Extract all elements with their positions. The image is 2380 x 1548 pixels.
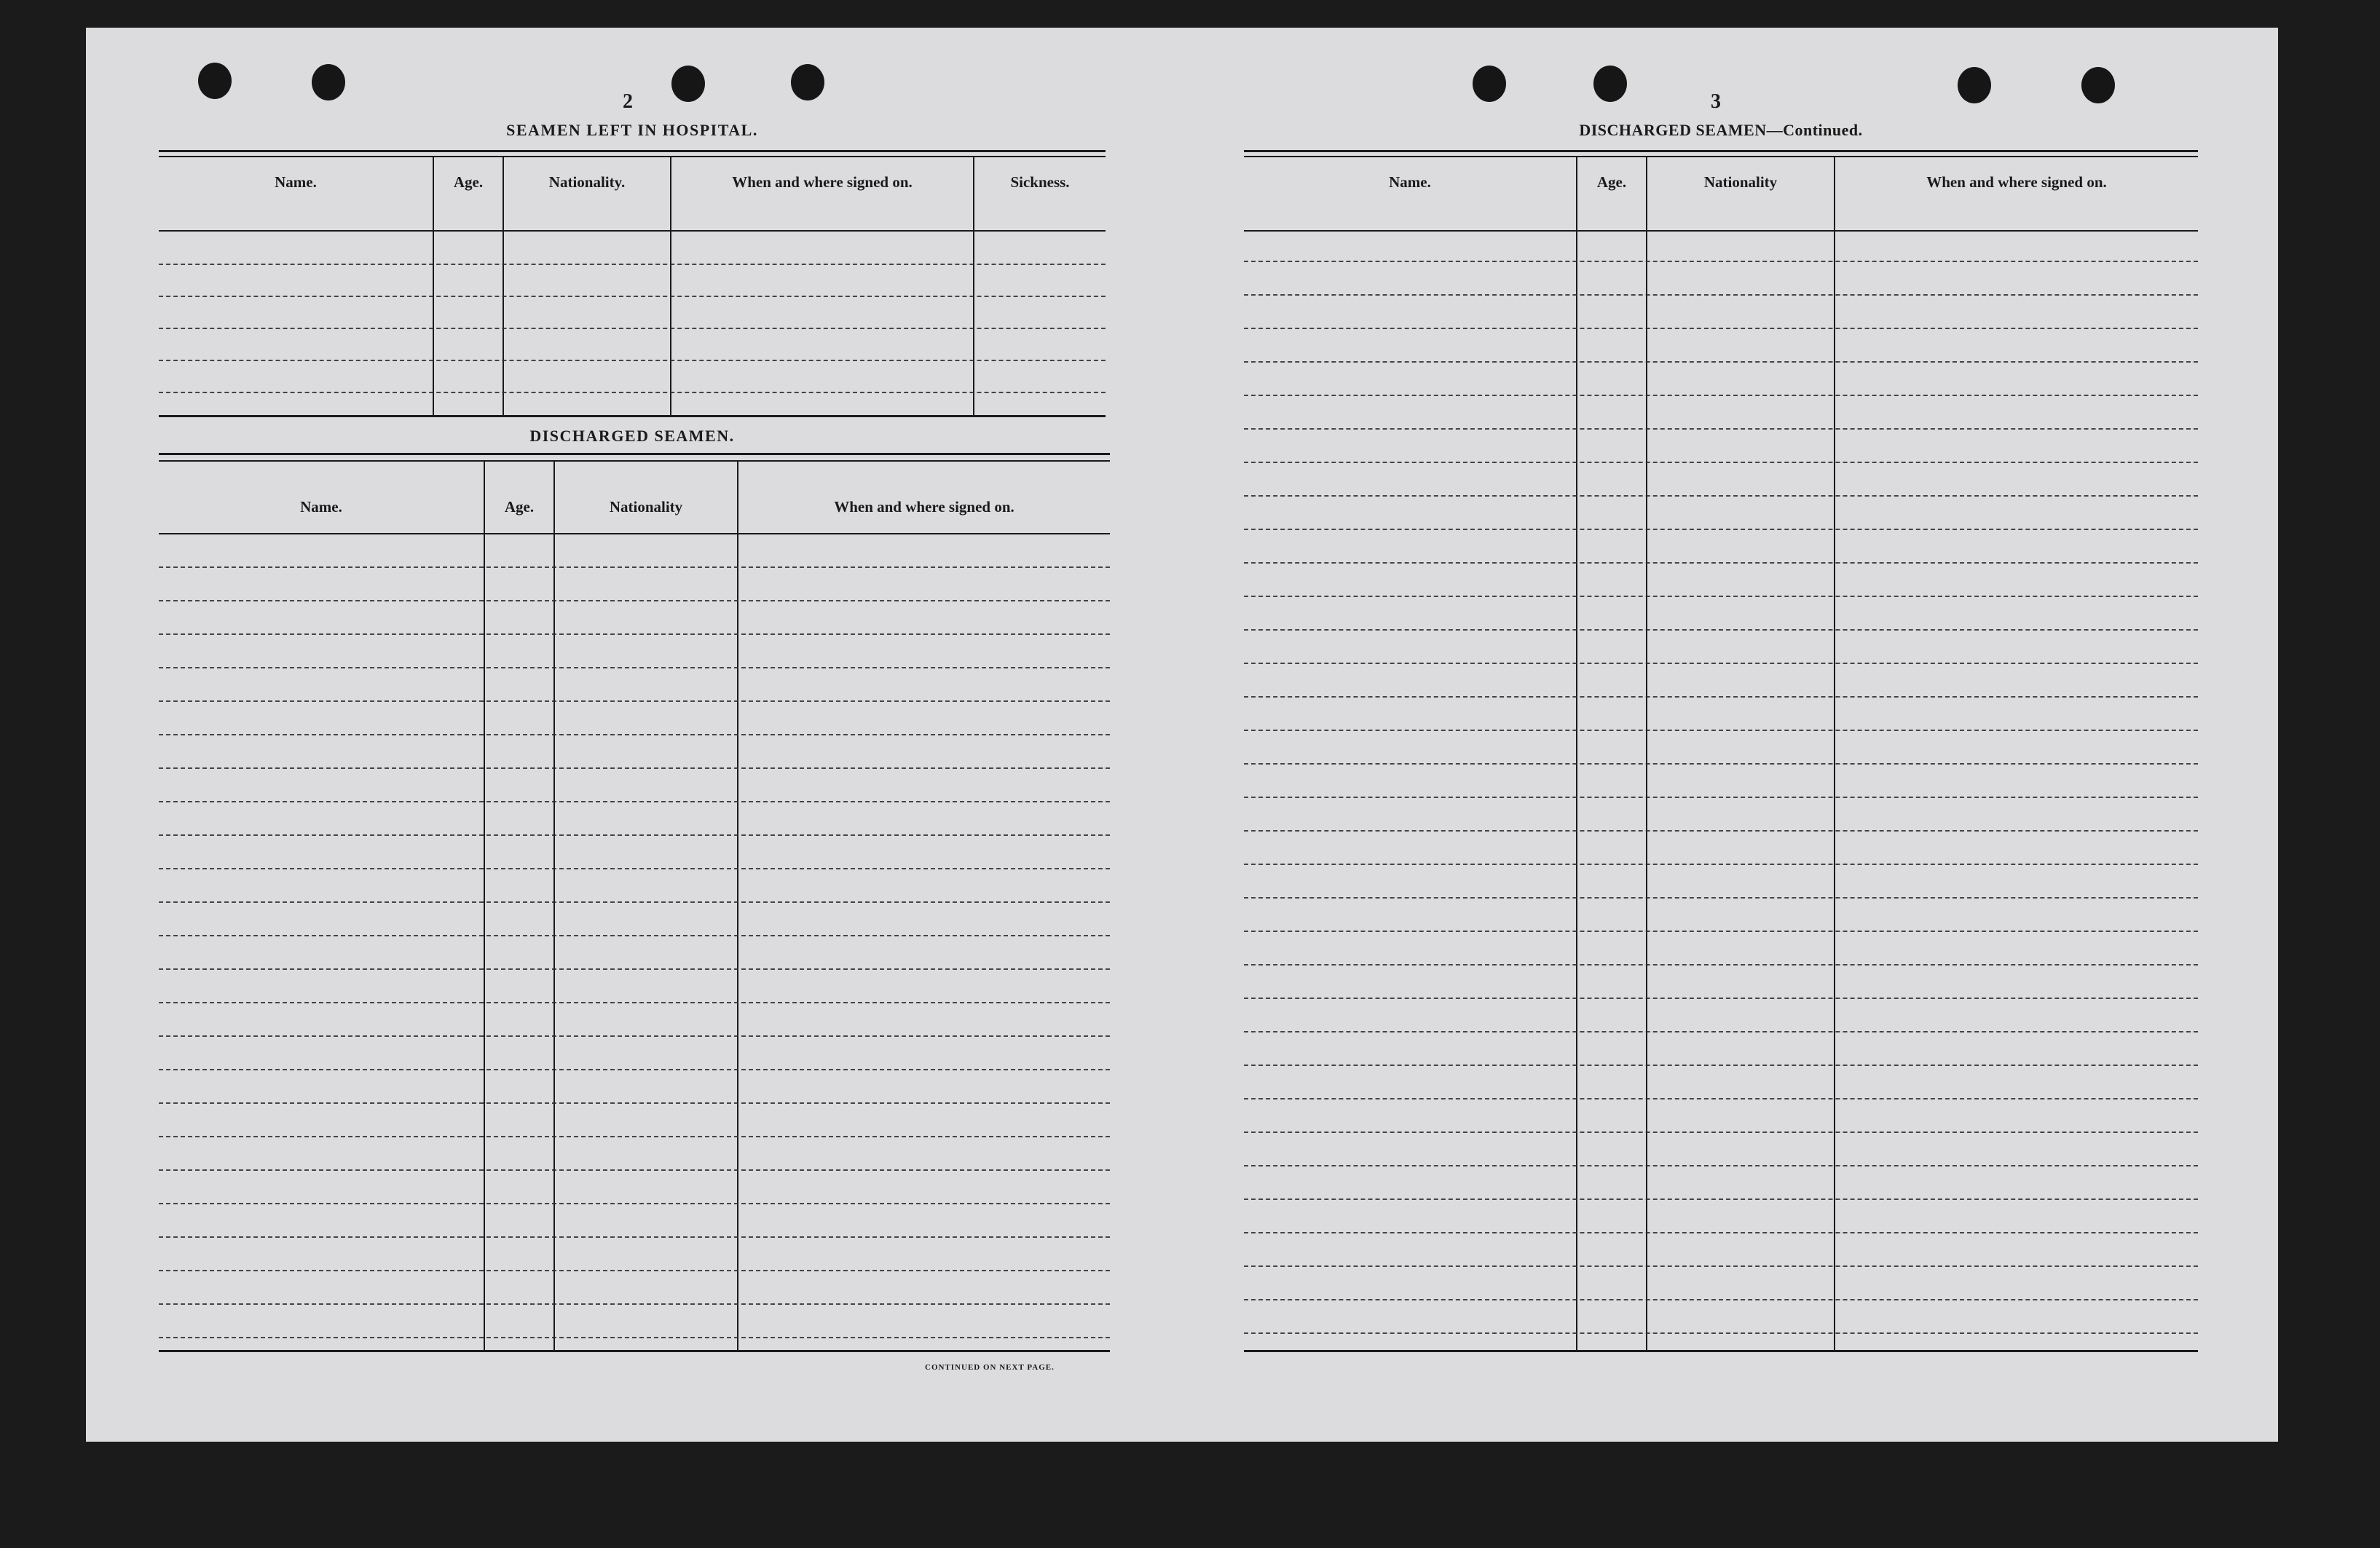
col-header-name: Name. <box>275 173 317 191</box>
entry-row <box>1244 1299 2198 1300</box>
entry-row <box>159 767 1110 769</box>
discharged-continued-title: DISCHARGED SEAMEN—Continued. <box>1579 121 1863 139</box>
col-header-nationality: Nationality <box>1703 173 1778 191</box>
entry-row <box>1244 328 2198 329</box>
entry-row <box>1244 562 2198 564</box>
column-divider <box>433 156 434 416</box>
discharged-section-title: DISCHARGED SEAMEN. <box>529 427 735 445</box>
entry-row <box>159 1236 1110 1238</box>
hospital-section-title: SEAMEN LEFT IN HOSPITAL. <box>506 121 758 139</box>
entry-row <box>159 834 1110 836</box>
entry-row <box>159 700 1110 702</box>
entry-row <box>1244 1165 2198 1166</box>
entry-row <box>159 264 1106 265</box>
page-number-right: 3 <box>1711 90 1721 113</box>
table-rule <box>1244 230 2198 232</box>
table-rule <box>159 415 1106 417</box>
entry-row <box>159 296 1106 297</box>
entry-row <box>1244 763 2198 765</box>
entry-row <box>1244 830 2198 832</box>
hospital-table <box>159 150 1106 441</box>
entry-row <box>159 868 1110 869</box>
entry-row <box>1244 495 2198 497</box>
entry-row <box>159 633 1110 635</box>
entry-row <box>1244 998 2198 999</box>
col-header-age: Age. <box>504 498 535 516</box>
entry-row <box>159 1069 1110 1070</box>
entry-row <box>1244 1198 2198 1200</box>
col-header-signed-on: When and where signed on. <box>1926 173 2107 191</box>
column-divider <box>670 156 671 416</box>
punch-hole <box>671 66 705 102</box>
continued-note: CONTINUED ON NEXT PAGE. <box>925 1363 1055 1372</box>
entry-row <box>159 801 1110 802</box>
punch-hole <box>1473 66 1506 102</box>
entry-row <box>159 667 1110 668</box>
entry-row <box>1244 1132 2198 1133</box>
col-header-nationality: Nationality <box>609 498 683 516</box>
entry-row <box>159 1203 1110 1204</box>
document-sheet <box>86 28 2278 1442</box>
entry-row <box>1244 428 2198 430</box>
punch-hole <box>198 63 232 99</box>
table-rule <box>159 156 1106 157</box>
entry-row <box>159 566 1110 568</box>
entry-row <box>1244 931 2198 932</box>
entry-row <box>1244 596 2198 597</box>
table-rule <box>159 230 1106 232</box>
entry-row <box>159 1169 1110 1171</box>
entry-row <box>159 1303 1110 1305</box>
column-divider <box>503 156 504 416</box>
column-divider <box>1576 156 1577 1350</box>
punch-hole <box>1593 66 1627 102</box>
entry-row <box>1244 730 2198 731</box>
entry-row <box>1244 663 2198 664</box>
col-header-signed-on: When and where signed on. <box>834 498 1014 516</box>
discharged-table-right <box>1244 150 2198 1388</box>
entry-row <box>159 901 1110 903</box>
entry-row <box>159 392 1106 393</box>
col-header-signed-on: When and where signed on. <box>732 173 913 191</box>
table-rule <box>1244 1350 2198 1352</box>
entry-row <box>159 1102 1110 1104</box>
entry-row <box>159 734 1110 735</box>
table-rule <box>159 533 1110 534</box>
entry-row <box>159 1270 1110 1271</box>
punch-hole <box>1958 67 1991 103</box>
col-header-nationality: Nationality. <box>548 173 626 191</box>
column-divider <box>737 460 738 1350</box>
entry-row <box>1244 462 2198 463</box>
entry-row <box>159 935 1110 936</box>
entry-row <box>1244 1232 2198 1233</box>
entry-row <box>1244 395 2198 396</box>
entry-row <box>159 1337 1110 1338</box>
table-rule <box>1244 156 2198 157</box>
entry-row <box>159 1002 1110 1003</box>
page-number-left: 2 <box>623 90 633 113</box>
entry-row <box>1244 1265 2198 1267</box>
entry-row <box>1244 629 2198 631</box>
table-rule <box>1244 150 2198 152</box>
punch-hole <box>2081 67 2115 103</box>
entry-row <box>1244 1065 2198 1066</box>
entry-row <box>1244 964 2198 965</box>
entry-row <box>1244 1332 2198 1334</box>
entry-row <box>159 328 1106 329</box>
entry-row <box>1244 897 2198 899</box>
entry-row <box>1244 529 2198 530</box>
entry-row <box>1244 696 2198 698</box>
entry-row <box>1244 261 2198 262</box>
entry-row <box>1244 361 2198 363</box>
col-header-age: Age. <box>1596 173 1627 191</box>
table-rule <box>159 453 1110 455</box>
column-divider <box>1834 156 1835 1350</box>
entry-row <box>159 1035 1110 1037</box>
entry-row <box>1244 797 2198 798</box>
column-divider <box>553 460 555 1350</box>
column-divider <box>973 156 974 416</box>
entry-row <box>1244 1031 2198 1032</box>
entry-row <box>1244 1098 2198 1099</box>
column-divider <box>1646 156 1647 1350</box>
entry-row <box>159 1136 1110 1137</box>
col-header-name: Name. <box>300 498 342 516</box>
discharged-table-left <box>159 453 1110 1399</box>
col-header-sickness: Sickness. <box>1010 173 1070 191</box>
punch-hole <box>791 64 824 100</box>
entry-row <box>1244 864 2198 865</box>
entry-row <box>159 600 1110 601</box>
entry-row <box>159 968 1110 970</box>
col-header-name: Name. <box>1389 173 1431 191</box>
entry-row <box>159 360 1106 361</box>
column-divider <box>484 460 485 1350</box>
table-rule <box>159 460 1110 462</box>
table-rule <box>159 150 1106 152</box>
punch-hole <box>312 64 345 100</box>
table-rule <box>159 1350 1110 1352</box>
entry-row <box>1244 294 2198 296</box>
col-header-age: Age. <box>453 173 484 191</box>
